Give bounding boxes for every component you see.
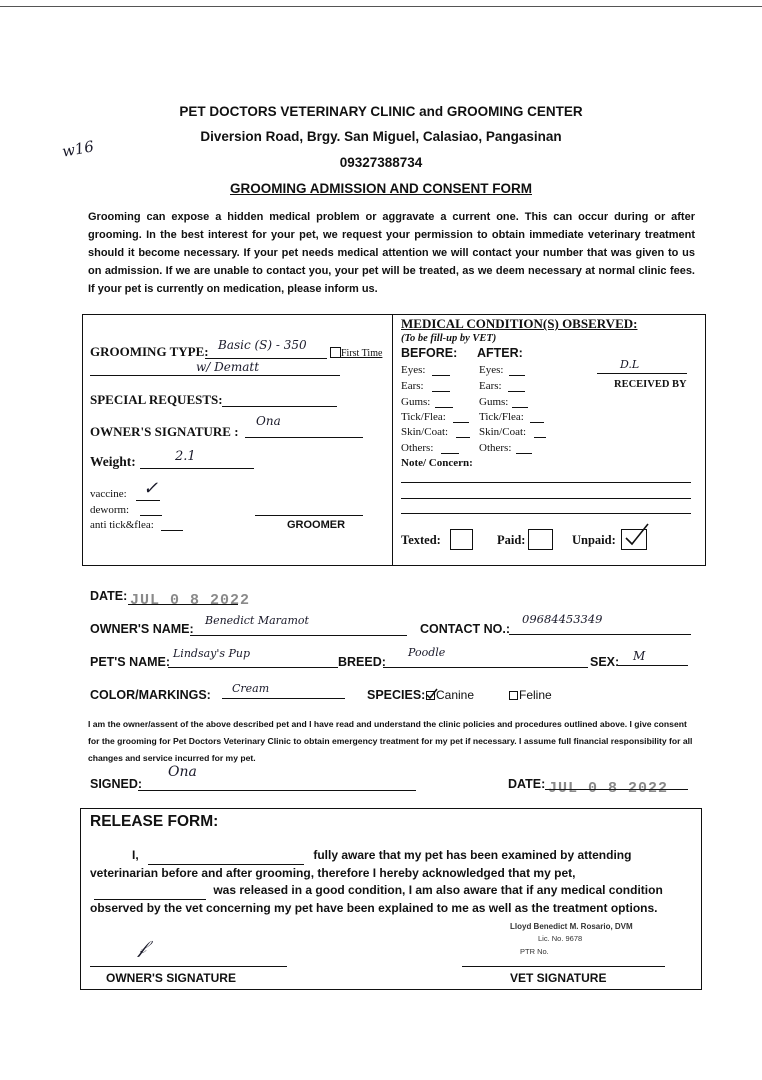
- before-tickflea: Tick/Flea:: [401, 411, 446, 423]
- consent-paragraph: I am the owner/assent of the above described pet and I have read and understand the clinic policies and procedures outlined above. I give consent for the grooming for Pet Doctors Veterinary Clinic to obtain emergency treatment for my pet if necessary. I assume full financial responsibility for all changes and service incurred for my pet.: [88, 719, 693, 763]
- pet-name-line: [168, 667, 338, 668]
- vet-stamp-lic: Lic. No. 9678: [538, 934, 583, 943]
- received-by-line: [597, 373, 687, 374]
- before-eyes: Eyes:: [401, 364, 426, 376]
- release-title: RELEASE FORM:: [90, 813, 219, 830]
- signed-line: [138, 790, 416, 791]
- after-skincoat: Skin/Coat:: [479, 426, 527, 438]
- medical-title: MEDICAL CONDITION(S) OBSERVED:: [401, 316, 638, 331]
- after-eyes: Eyes:: [479, 364, 504, 376]
- received-by-value[interactable]: D.L: [620, 358, 640, 371]
- release-pet-line[interactable]: [94, 882, 206, 900]
- unpaid-checkbox[interactable]: [621, 529, 647, 550]
- vet-signature-label: VET SIGNATURE: [510, 971, 607, 985]
- deworm-line[interactable]: [140, 515, 162, 516]
- after-tickflea: Tick/Flea:: [479, 411, 524, 423]
- special-requests-line[interactable]: [222, 406, 337, 407]
- after-ears: Ears:: [479, 380, 502, 392]
- note-line-1[interactable]: [401, 482, 691, 483]
- breed-value[interactable]: Poodle: [408, 646, 446, 659]
- release-text-1: I,: [132, 848, 139, 862]
- breed-label: BREED:: [338, 655, 386, 669]
- before-label: BEFORE:: [401, 346, 458, 360]
- before-ears-line[interactable]: [432, 391, 450, 392]
- form-title: GROOMING ADMISSION AND CONSENT FORM: [230, 181, 532, 196]
- release-paragraph: [90, 847, 685, 917]
- date2-stamp[interactable]: JUL 0 8 2022: [548, 780, 669, 797]
- species-canine-checkbox[interactable]: [426, 691, 435, 700]
- box-divider: [392, 314, 393, 566]
- date2-label: DATE:: [508, 777, 546, 791]
- species-label: SPECIES:: [367, 688, 426, 702]
- color-label: COLOR/MARKINGS:: [90, 688, 211, 702]
- groomer-line[interactable]: [255, 515, 363, 516]
- groomer-label: GROOMER: [287, 519, 346, 531]
- date-line: [128, 604, 238, 605]
- after-label: AFTER:: [477, 346, 523, 360]
- vet-stamp-name: Lloyd Benedict M. Rosario, DVM: [510, 922, 633, 931]
- paid-checkbox[interactable]: [528, 529, 553, 550]
- grooming-type-value[interactable]: Basic (S) - 350: [218, 338, 307, 352]
- handwritten-side-note: w16: [60, 137, 96, 161]
- owner-signature-label: OWNER'S SIGNATURE :: [90, 424, 239, 439]
- clinic-address: Diversion Road, Brgy. San Miguel, Calasiao, Pangasinan: [200, 129, 562, 144]
- sex-label: SEX:: [590, 655, 620, 669]
- release-text-3: was released in a good condition, I am also aware that if any medical condition observed by the vet concerning my pet have been explained to me as well as the treatment options.: [90, 883, 663, 915]
- before-ears: Ears:: [401, 380, 424, 392]
- owner-signature-line: [245, 437, 363, 438]
- date2-line: [545, 789, 688, 790]
- after-gums-line[interactable]: [512, 407, 528, 408]
- pet-name-value[interactable]: Lindsay's Pup: [173, 647, 251, 660]
- note-line-2[interactable]: [401, 498, 691, 499]
- release-text-2: fully aware that my pet has been examined by attending veterinarian before and after grooming, therefore I hereby acknowledged that my pet,: [90, 848, 632, 880]
- vet-stamp-ptr: PTR No.: [520, 947, 549, 956]
- deworm-label: deworm:: [90, 504, 130, 516]
- vaccine-line: [136, 500, 160, 501]
- medical-subtitle: (To be fill-up by VET): [401, 333, 497, 344]
- vaccine-label: vaccine:: [90, 488, 127, 500]
- before-gums: Gums:: [401, 396, 431, 408]
- species-feline-checkbox[interactable]: [509, 691, 518, 700]
- after-others-line[interactable]: [516, 453, 532, 454]
- contact-value[interactable]: 09684453349: [522, 612, 603, 626]
- intro-paragraph: Grooming can expose a hidden medical problem or aggravate a current one. This can occur during or after grooming. In the best interest for your pet, we request your permission to obtain immediate veterinary treatment should it become necessary. If your pet needs medical attention we will contact your number that was given to us on admission. If we are unable to contact you, your pet will be treated, as we deem necessary at normal clinic fees. If your pet is currently on medication, please inform us.: [88, 211, 695, 295]
- before-skincoat-line[interactable]: [456, 437, 470, 438]
- contact-line: [509, 634, 691, 635]
- first-time-label: First Time: [341, 348, 383, 359]
- release-owner-signature-line: [90, 966, 287, 967]
- antitick-line[interactable]: [161, 530, 183, 531]
- pet-name-label: PET'S NAME:: [90, 655, 171, 669]
- sex-line: [618, 665, 688, 666]
- weight-value[interactable]: 2.1: [175, 449, 196, 464]
- before-others: Others:: [401, 442, 434, 454]
- owner-name-value[interactable]: Benedict Maramot: [205, 614, 309, 627]
- color-line: [222, 698, 345, 699]
- before-gums-line[interactable]: [435, 407, 453, 408]
- after-tickflea-line[interactable]: [530, 422, 544, 423]
- signed-signature[interactable]: Ona: [168, 764, 197, 780]
- first-time-checkbox[interactable]: [330, 347, 341, 358]
- unpaid-label: Unpaid:: [572, 533, 616, 547]
- clinic-name: PET DOCTORS VETERINARY CLINIC and GROOMING CENTER: [179, 104, 583, 119]
- before-skincoat: Skin/Coat:: [401, 426, 449, 438]
- unpaid-check-mark: [620, 520, 650, 548]
- date-label: DATE:: [90, 589, 128, 603]
- after-others: Others:: [479, 442, 512, 454]
- received-by-label: RECEIVED BY: [614, 379, 687, 390]
- paid-label: Paid:: [497, 533, 526, 547]
- species-feline-label: Feline: [519, 688, 552, 702]
- breed-line: [383, 667, 588, 668]
- signed-label: SIGNED:: [90, 777, 143, 791]
- clinic-phone: 09327388734: [339, 155, 423, 170]
- release-owner-signature-label: OWNER'S SIGNATURE: [106, 971, 236, 985]
- weight-label: Weight:: [90, 454, 136, 469]
- vet-signature-line: [462, 966, 665, 967]
- page-top-edge: [0, 6, 762, 7]
- owner-name-line: [190, 635, 407, 636]
- before-tickflea-line[interactable]: [453, 422, 469, 423]
- grooming-type-line-2: [90, 375, 340, 376]
- grooming-type-line: [205, 358, 327, 359]
- before-eyes-line[interactable]: [432, 375, 450, 376]
- note-line-3[interactable]: [401, 513, 691, 514]
- owner-name-label: OWNER'S NAME:: [90, 622, 194, 636]
- date-stamp[interactable]: JUL 0 8 2022: [130, 592, 251, 609]
- weight-line: [140, 468, 254, 469]
- color-value[interactable]: Cream: [232, 682, 270, 695]
- sex-value[interactable]: M: [633, 649, 646, 663]
- species-canine-label: Canine: [436, 688, 475, 702]
- release-name-line[interactable]: [148, 847, 304, 865]
- note-concern-label: Note/ Concern:: [401, 457, 473, 469]
- texted-checkbox[interactable]: [450, 529, 473, 550]
- special-requests-label: SPECIAL REQUESTS:: [90, 392, 223, 407]
- after-skincoat-line[interactable]: [534, 437, 546, 438]
- grooming-type-label: GROOMING TYPE:: [90, 344, 209, 359]
- contact-label: CONTACT NO.:: [420, 622, 511, 636]
- after-gums: Gums:: [479, 396, 509, 408]
- antitick-label: anti tick&flea:: [90, 519, 154, 531]
- texted-label: Texted:: [401, 533, 441, 547]
- before-others-line[interactable]: [441, 453, 459, 454]
- release-owner-signature[interactable]: 𝒻: [138, 937, 147, 958]
- vaccine-check[interactable]: ✓: [143, 478, 159, 499]
- after-eyes-line[interactable]: [509, 375, 525, 376]
- owner-signature-value[interactable]: Ona: [256, 414, 281, 428]
- after-ears-line[interactable]: [508, 391, 525, 392]
- grooming-type-value-2[interactable]: w/ Dematt: [196, 360, 260, 374]
